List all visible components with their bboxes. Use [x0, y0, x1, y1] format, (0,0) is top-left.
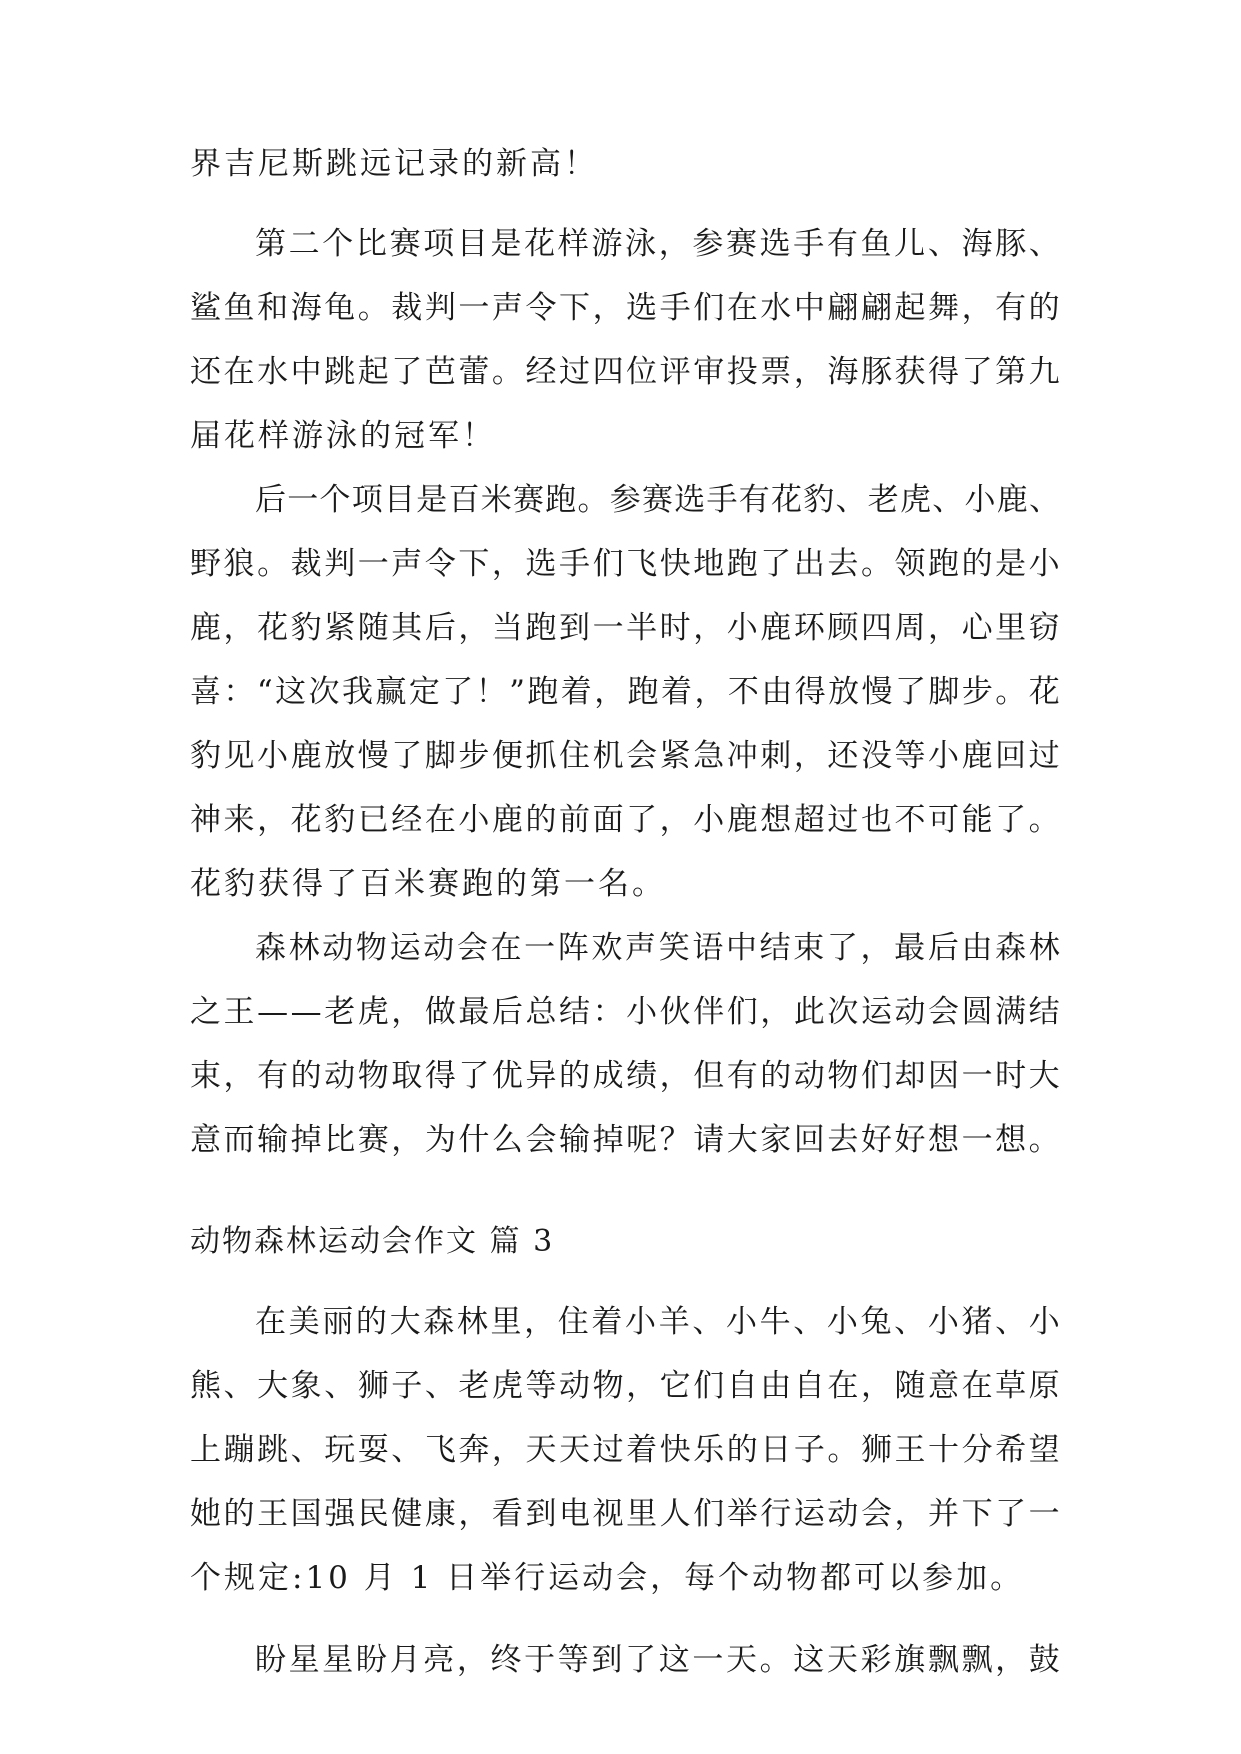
text-line: 熊 、 大 象 、 狮 子 、 老 虎 等 动 物 ， 它 们 自 由 自 在 ， 随 意 在 草 原: [190, 1368, 1060, 1404]
text-line: 之 王 — — 老 虎 ， 做 最 后 总 结 ： 小 伙 伴 们 ， 此 次 运 动 会 圆 满 结: [190, 994, 1060, 1030]
text-line: 花豹获得了百米赛跑的第一名。: [190, 866, 666, 902]
text-line: 鹿 ， 花 豹 紧 随 其 后 ， 当 跑 到 一 半 时 ， 小 鹿 环 顾 四 周 ， 心 里 窃: [190, 610, 1060, 646]
text-line: 意 而 输 掉 比 赛 ， 为 什 么 会 输 掉 呢 ？ 请 大 家 回 去 好 好 想 一 想 。: [190, 1122, 1060, 1158]
text-line: 上 蹦 跳 、 玩 耍 、 飞 奔 ， 天 天 过 着 快 乐 的 日 子 。 狮 王 十 分 希 望: [190, 1432, 1060, 1468]
text-line: 界吉尼斯跳远记录的新高！: [190, 146, 598, 182]
text-line: 喜 ： “ 这 次 我 赢 定 了 ！ ” 跑 着 ， 跑 着 ， 不 由 得 放 慢 了 脚 步 。 花: [190, 674, 1060, 710]
text-line: 盼 星 星 盼 月 亮 ， 终 于 等 到 了 这 一 天 。 这 天 彩 旗 飘 飘 ， 鼓: [255, 1642, 1060, 1678]
text-line: 还 在 水 中 跳 起 了 芭 蕾 。 经 过 四 位 评 审 投 票 ， 海 豚 获 得 了 第 九: [190, 354, 1060, 390]
text-line: 鲨 鱼 和 海 龟 。 裁 判 一 声 令 下 ， 选 手 们 在 水 中 翩 翩 起 舞 ， 有 的: [190, 290, 1060, 326]
text-line: 个规定:10 月 1 日举行运动会，每个动物都可以参加。: [190, 1560, 1025, 1596]
text-line: 在 美 丽 的 大 森 林 里 ， 住 着 小 羊 、 小 牛 、 小 兔 、 小 猪 、 小: [255, 1304, 1060, 1340]
text-line: 野 狼 。 裁 判 一 声 令 下 ， 选 手 们 飞 快 地 跑 了 出 去 。 领 跑 的 是 小: [190, 546, 1060, 582]
text-line: 束 ， 有 的 动 物 取 得 了 优 异 的 成 绩 ， 但 有 的 动 物 们 却 因 一 时 大: [190, 1058, 1060, 1094]
text-line: 神 来 ， 花 豹 已 经 在 小 鹿 的 前 面 了 ， 小 鹿 想 超 过 也 不 可 能 了 。: [190, 802, 1060, 838]
text-line: 后 一 个 项 目 是 百 米 赛 跑 。 参 赛 选 手 有 花 豹 、 老 虎 、 小 鹿 、: [255, 482, 1060, 518]
text-line: 森 林 动 物 运 动 会 在 一 阵 欢 声 笑 语 中 结 束 了 ， 最 后 由 森 林: [255, 930, 1060, 966]
section-heading: 动物森林运动会作文 篇 3: [190, 1224, 555, 1259]
text-line: 届花样游泳的冠军！: [190, 418, 496, 454]
text-line: 她 的 王 国 强 民 健 康 ， 看 到 电 视 里 人 们 举 行 运 动 会 ， 并 下 了 一: [190, 1496, 1060, 1532]
text-line: 第 二 个 比 赛 项 目 是 花 样 游 泳 ， 参 赛 选 手 有 鱼 儿 、 海 豚 、: [255, 226, 1060, 262]
text-line: 豹 见 小 鹿 放 慢 了 脚 步 便 抓 住 机 会 紧 急 冲 刺 ， 还 没 等 小 鹿 回 过: [190, 738, 1060, 774]
